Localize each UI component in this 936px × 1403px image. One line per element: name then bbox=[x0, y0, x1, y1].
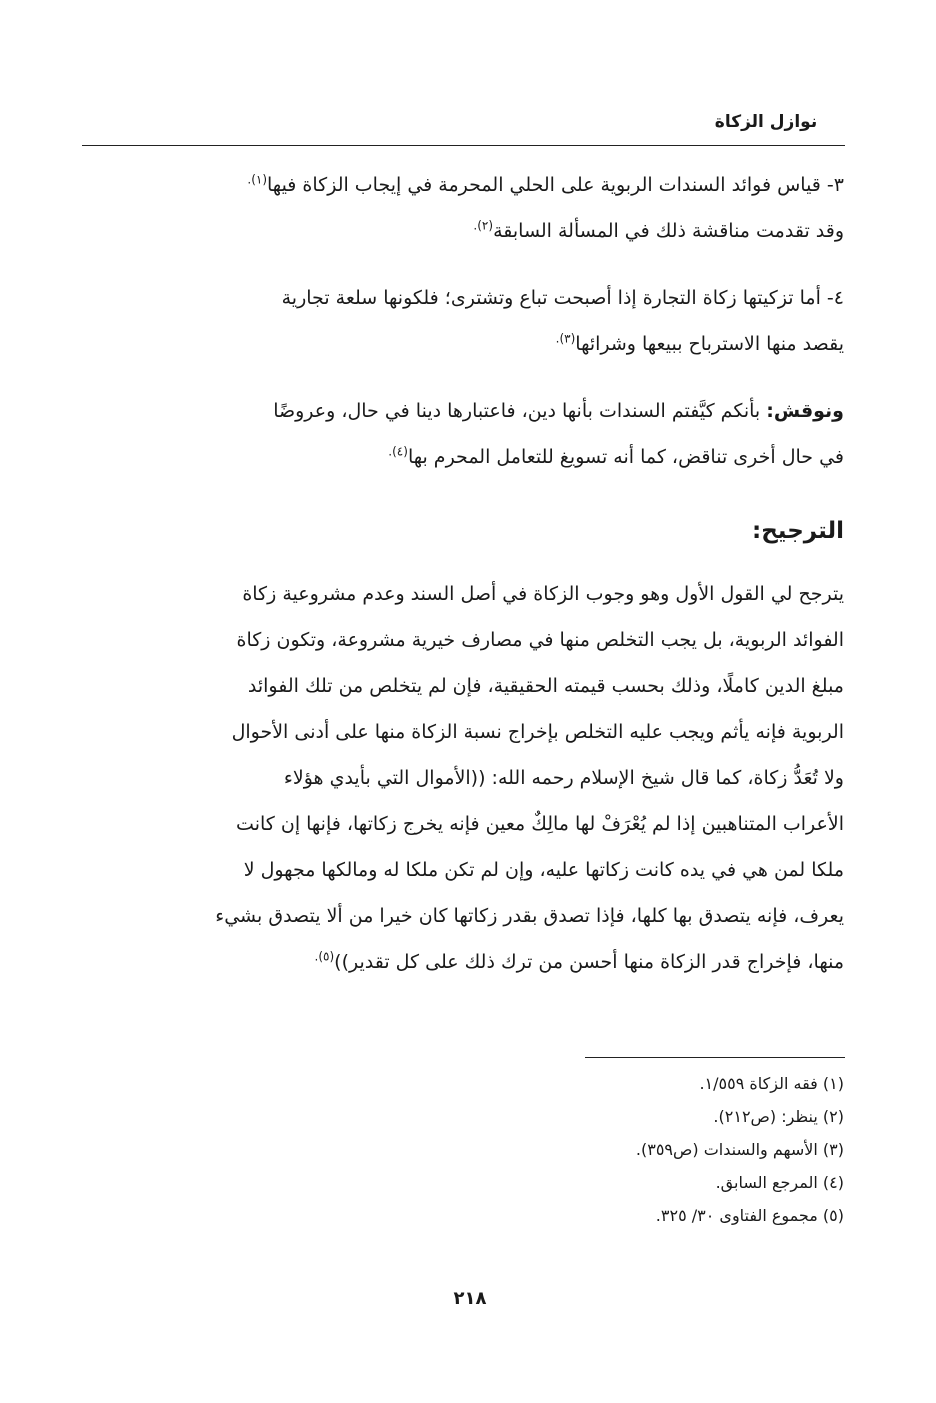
paragraph-line: منها، فإخراج قدر الزكاة منها أحسن من ترك ذلك على كل تقدير))$^{(٥).}$ bbox=[314, 949, 844, 973]
paragraph-point-3 bbox=[79, 162, 844, 254]
paragraph-line: ونوقش: بأنكم كيَّفتم السندات بأنها دين، فاعتبارها دينا في حال، وعروضًا bbox=[273, 400, 844, 422]
objection-lead: ونوقش: bbox=[766, 400, 844, 422]
footnote-divider bbox=[585, 1057, 845, 1058]
paragraph-line: يترجح لي القول الأول وهو وجوب الزكاة في أصل السند وعدم مشروعية زكاة bbox=[242, 583, 844, 605]
paragraph-line: وقد تقدمت مناقشة ذلك في المسألة السابقة$^{(٢).}$ bbox=[473, 218, 844, 242]
footnotes-list bbox=[444, 1067, 844, 1232]
paragraph-line: يعرف، فإنه يتصدق بها كلها، فإذا تصدق بقدر زكاتها كان خيرا من ألا يتصدق بشيء bbox=[215, 905, 844, 927]
paragraph-preponderance bbox=[79, 571, 844, 985]
paragraph-line: ٤- أما تزكيتها زكاة التجارة إذا أصبحت تباع وتشترى؛ فلكونها سلعة تجارية bbox=[281, 287, 844, 309]
footnote-item: (١) فقه الزكاة ١/٥٥٩. bbox=[699, 1074, 844, 1093]
header-divider bbox=[82, 145, 845, 146]
paragraph-line: مبلغ الدين كاملًا، وذلك بحسب قيمته الحقيقية، فإن لم يتخلص من تلك الفوائد bbox=[247, 675, 844, 697]
paragraph-line: ولا تُعَدُّ زكاة، كما قال شيخ الإسلام رحمه الله: ((الأموال التي بأيدي هؤلاء bbox=[283, 767, 844, 789]
paragraph-line: الفوائد الربوية، بل يجب التخلص منها في مصارف خيرية مشروعة، وتكون زكاة bbox=[236, 629, 844, 651]
paragraph-line: الربوية فإنه يأثم ويجب عليه التخلص بإخراج نسبة الزكاة منها على أدنى الأحوال bbox=[231, 721, 844, 743]
paragraph-line: الأعراب المتناهبين إذا لم يُعْرَفْ لها مالِكٌ معين فإنه يخرج زكاتها، فإنها إن كانت bbox=[236, 813, 844, 835]
paragraph-point-4 bbox=[79, 275, 844, 367]
paragraph-line: يقصد منها الاسترباح ببيعها وشرائها$^{(٣).}$ bbox=[555, 331, 844, 355]
footnote-ref: (٣). bbox=[555, 331, 576, 346]
footnote-item: (٥) مجموع الفتاوى ٣٠/ ٣٢٥. bbox=[655, 1206, 844, 1225]
paragraph-objection bbox=[79, 388, 844, 480]
running-header-title: نوازل الزكاة bbox=[714, 112, 818, 132]
footnote-ref: (٢). bbox=[473, 218, 494, 233]
footnote-ref: (٥). bbox=[314, 949, 335, 964]
footnote-item: (٣) الأسهم والسندات (ص٣٥٩). bbox=[635, 1140, 844, 1159]
paragraph-line: في حال أخرى تناقض، كما أنه تسويغ للتعامل المحرم بها$^{(٤).}$ bbox=[388, 444, 844, 468]
paragraph-line: ملكا لمن هي في يده كانت زكاتها عليه، وإن لم تكن ملكا له ومالكها مجهول لا bbox=[243, 859, 844, 881]
footnote-item: (٢) ينظر: (ص٢١٢). bbox=[713, 1107, 844, 1126]
footnote-item: (٤) المرجع السابق. bbox=[715, 1173, 844, 1192]
page-number: ٢١٨ bbox=[453, 1288, 487, 1309]
section-heading: الترجيح: bbox=[752, 518, 844, 544]
paragraph-line: ٣- قياس فوائد السندات الربوية على الحلي المحرمة في إيجاب الزكاة فيها$^{(١).}$ bbox=[247, 172, 844, 196]
footnote-ref: (٤). bbox=[388, 444, 408, 459]
footnote-ref: (١). bbox=[247, 172, 268, 187]
